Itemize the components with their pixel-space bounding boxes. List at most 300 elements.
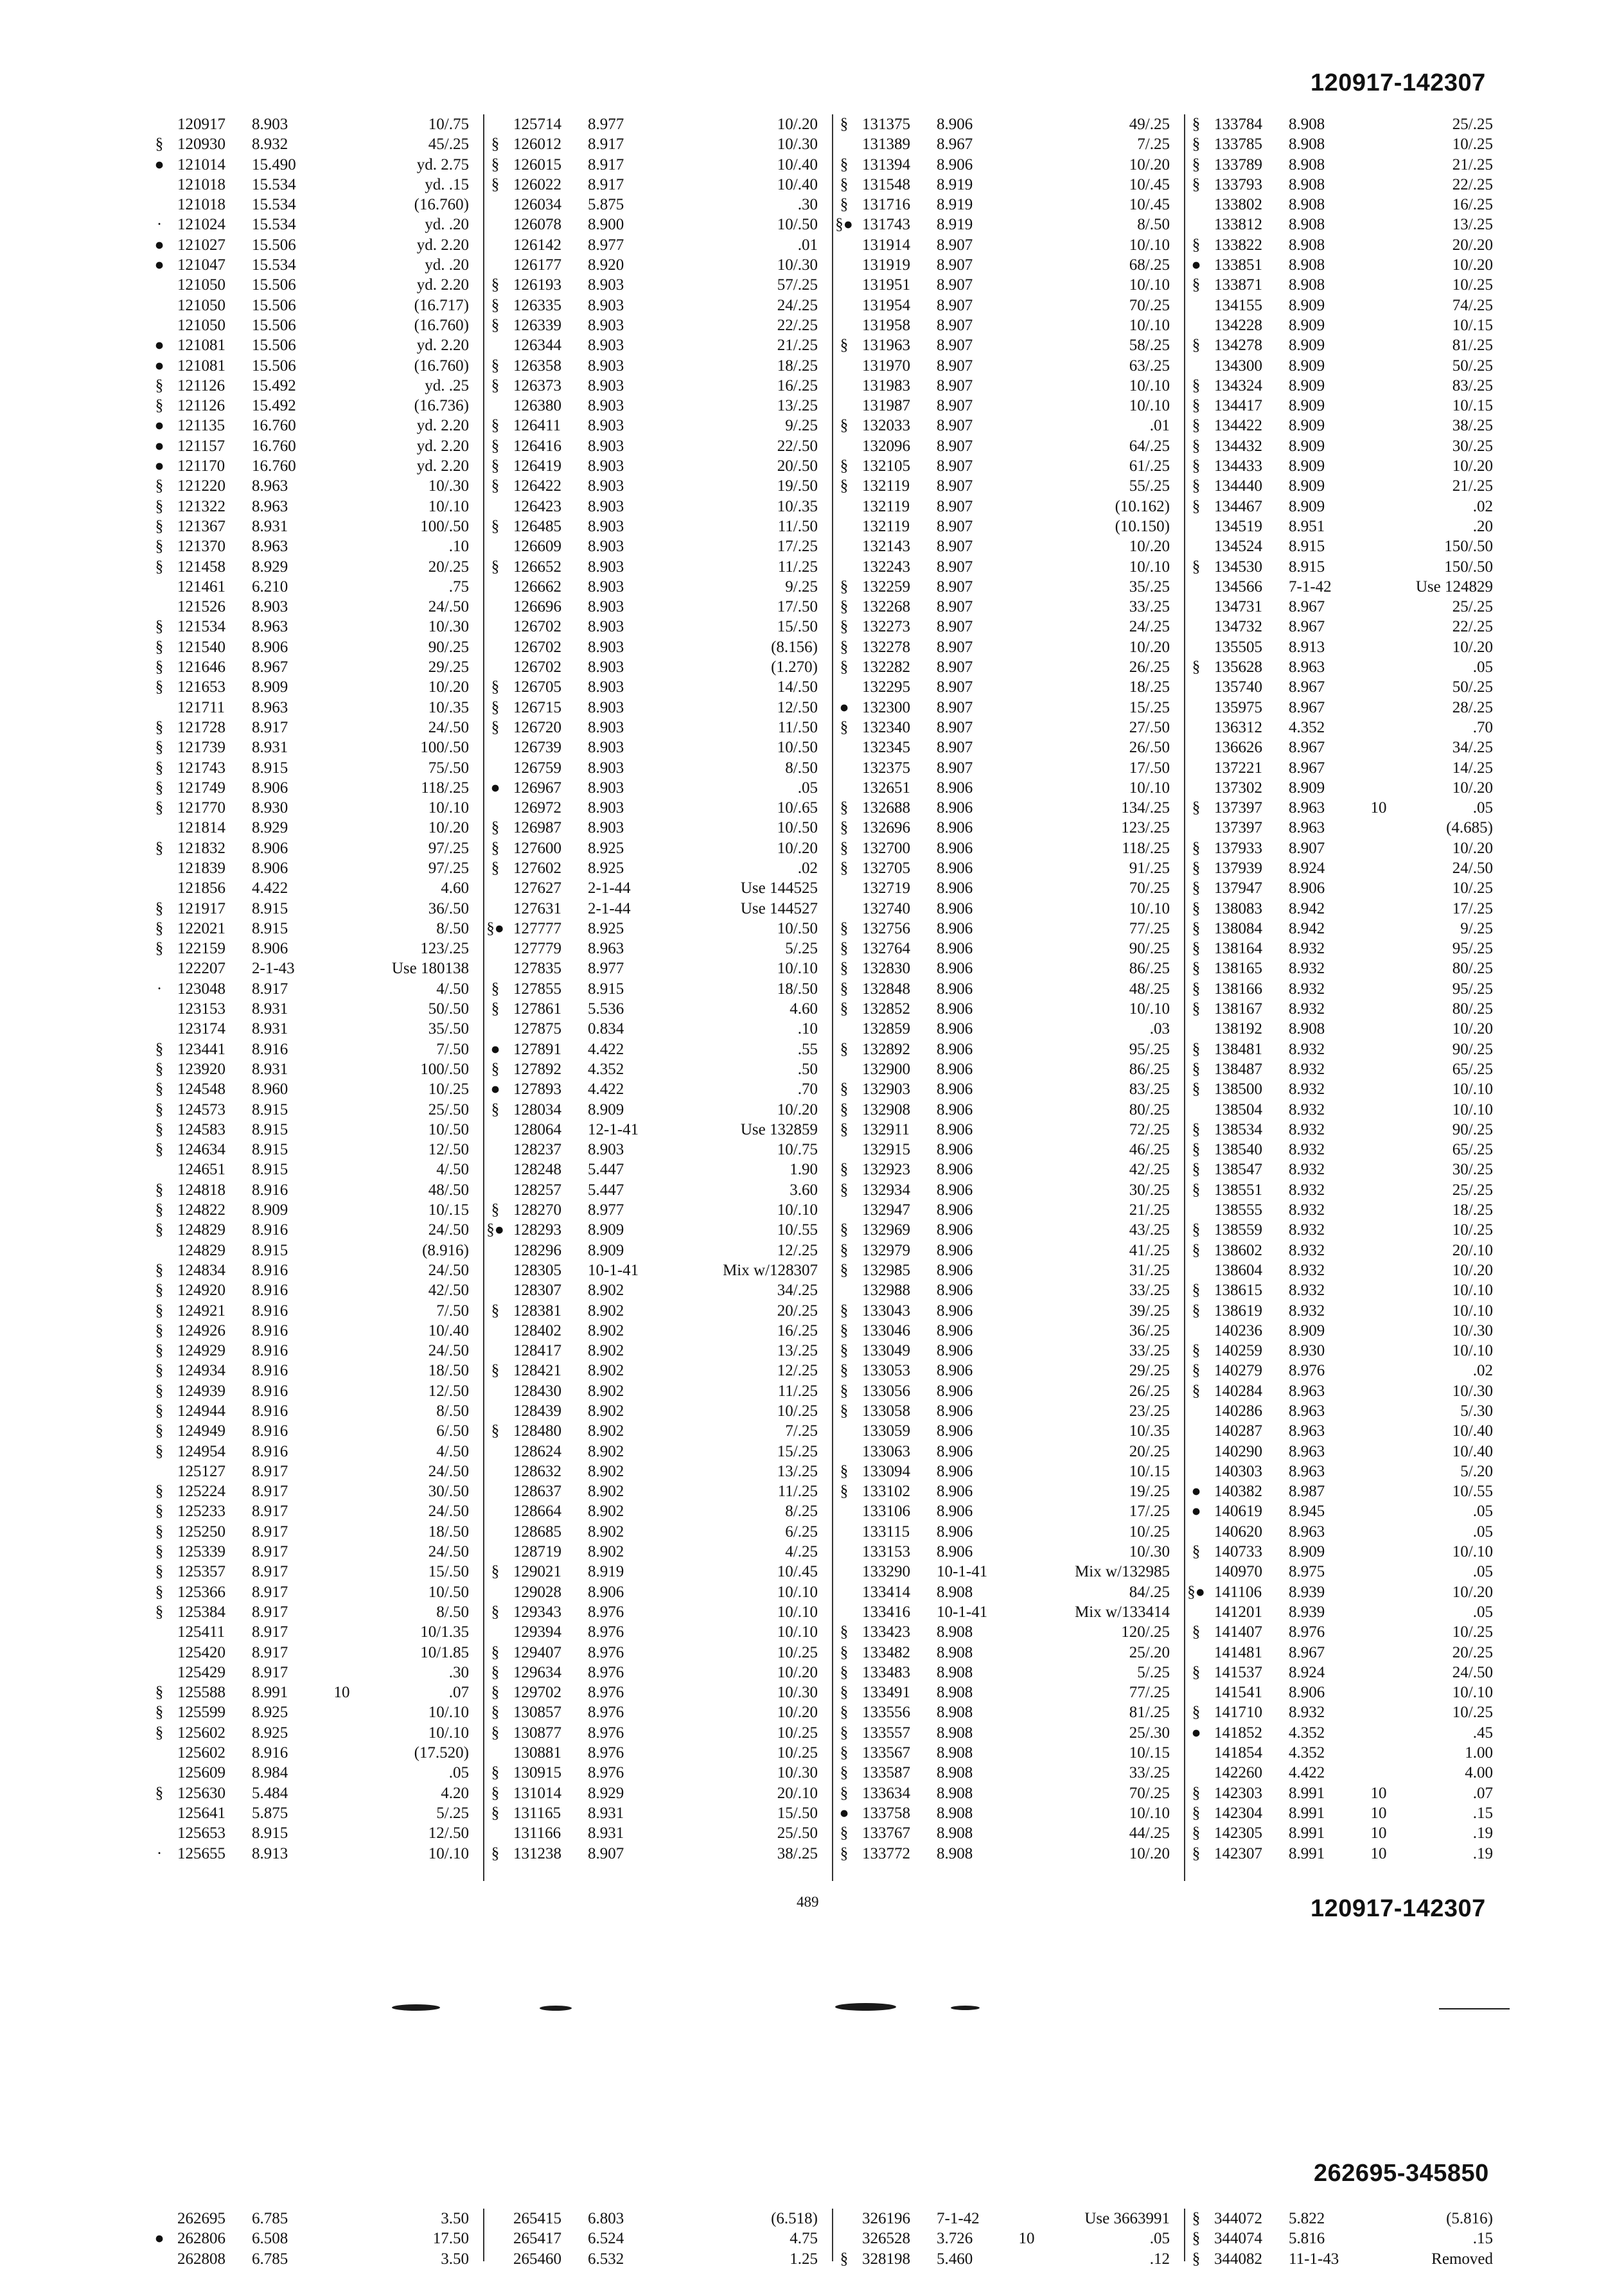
value: 39/.25 (1129, 1302, 1170, 1320)
value: 24/.50 (428, 1503, 469, 1521)
value: 86/.25 (1129, 1060, 1170, 1078)
mark: § (155, 1503, 164, 1521)
price: 7-1-42 (1289, 578, 1332, 596)
table-row (1186, 637, 1507, 657)
value: 10/.10 (1129, 236, 1170, 254)
part-number: 125357 (177, 1563, 225, 1581)
table-row (485, 315, 832, 335)
part-number: 133772 (862, 1844, 910, 1862)
table-row (485, 296, 832, 315)
part-number: 128632 (513, 1462, 561, 1480)
mark: § (840, 457, 849, 475)
part-number: 124818 (177, 1181, 225, 1199)
table-row (485, 798, 832, 818)
part-number: 140619 (1214, 1503, 1262, 1521)
mark: §● (486, 1221, 504, 1239)
mark: ● (1191, 1724, 1201, 1742)
mark: § (155, 1684, 164, 1702)
price: 6.508 (252, 2230, 288, 2248)
mark: § (1192, 2230, 1201, 2248)
price: 8.903 (588, 497, 624, 515)
price: 8.963 (252, 497, 288, 515)
mark: § (155, 940, 164, 958)
table-row (485, 536, 832, 556)
page-number: 489 (797, 1894, 819, 1910)
value: 81/.25 (1129, 1704, 1170, 1722)
value: 10/.10 (1452, 1684, 1493, 1702)
table-row (1186, 175, 1507, 195)
table-row (834, 1803, 1184, 1823)
value: 11/.25 (777, 1382, 818, 1400)
price: 8.977 (588, 960, 624, 978)
part-number: 133587 (862, 1764, 910, 1782)
mark: § (1192, 1663, 1201, 1681)
value: 38/.25 (777, 1844, 818, 1862)
part-number: 132243 (862, 558, 910, 576)
value: 4.60 (441, 879, 469, 897)
table-row (834, 1481, 1184, 1501)
mark: § (491, 1804, 500, 1822)
price: 8.902 (588, 1503, 624, 1521)
value: 10/.20 (1452, 779, 1493, 797)
table-row (485, 2209, 832, 2229)
value: 10/.10 (777, 1201, 818, 1219)
part-number: 127779 (513, 940, 561, 958)
price: 8.903 (588, 598, 624, 616)
price: 6.785 (252, 2250, 288, 2268)
part-number: 128402 (513, 1321, 561, 1339)
table-row (485, 838, 832, 858)
table-row (485, 1844, 832, 1864)
value: yd. .15 (425, 175, 469, 193)
price: 8.932 (1289, 1100, 1325, 1118)
price: 8.909 (1289, 1543, 1325, 1561)
table-row (834, 275, 1184, 295)
part-number: 137221 (1214, 759, 1262, 777)
mark: § (491, 357, 500, 375)
part-number: 130877 (513, 1724, 561, 1742)
part-number: 140259 (1214, 1342, 1262, 1360)
part-number: 121814 (177, 819, 225, 837)
part-number: 132119 (862, 497, 910, 515)
part-number: 136312 (1214, 718, 1262, 736)
part-number: 133416 (862, 1603, 910, 1621)
price: 8.906 (937, 1201, 973, 1219)
value: 6/.25 (785, 1523, 818, 1541)
mark: § (491, 1663, 500, 1681)
value: 80/.25 (1452, 1000, 1493, 1018)
table-row (485, 979, 832, 999)
part-number: 133063 (862, 1442, 910, 1460)
price: 8.924 (1289, 859, 1325, 877)
value: (10.150) (1115, 517, 1170, 535)
table-row (149, 698, 483, 718)
table-row (1186, 617, 1507, 637)
part-number: 131987 (862, 397, 910, 415)
table-row (485, 758, 832, 778)
table-row (1186, 114, 1507, 134)
table-row (1186, 296, 1507, 315)
part-number: 125411 (177, 1623, 225, 1641)
mark: § (840, 1100, 849, 1118)
value: 95/.25 (1452, 940, 1493, 958)
price: 8.909 (1289, 417, 1325, 435)
table-row (834, 1421, 1184, 1441)
part-number: 126662 (513, 578, 561, 596)
price: 8.909 (588, 1100, 624, 1118)
part-number: 123174 (177, 1020, 225, 1038)
part-number: 134519 (1214, 517, 1262, 535)
price: 8.903 (588, 296, 624, 314)
table-row (1186, 858, 1507, 878)
part-number: 124573 (177, 1100, 225, 1118)
value: (5.816) (1446, 2210, 1493, 2227)
value: 10/.25 (1452, 1221, 1493, 1239)
mark: § (155, 1442, 164, 1460)
price: 8.963 (1289, 658, 1325, 676)
price: 8.908 (1289, 256, 1325, 274)
table-row (834, 1501, 1184, 1521)
mark: § (155, 1060, 164, 1078)
price: 15.506 (252, 236, 296, 254)
part-number: 121743 (177, 759, 225, 777)
table-row (1186, 1844, 1507, 1864)
table-row (149, 1562, 483, 1582)
table-row (149, 1783, 483, 1803)
table-row (1186, 1220, 1507, 1240)
value: 10/.65 (777, 799, 818, 817)
price: 8.915 (252, 1241, 288, 1259)
part-number: 138619 (1214, 1302, 1262, 1320)
part-number: 133634 (862, 1784, 910, 1802)
table-row (149, 335, 483, 355)
mark: § (491, 517, 500, 535)
table-row (149, 255, 483, 275)
value: 10/.30 (777, 256, 818, 274)
table-row (149, 1381, 483, 1401)
table-row (149, 1763, 483, 1783)
table-row (149, 1702, 483, 1722)
value: 75/.50 (428, 759, 469, 777)
value: 120/.25 (1121, 1623, 1170, 1641)
value: 10/.25 (1452, 136, 1493, 154)
table-row (485, 1260, 832, 1280)
price: 8.907 (937, 316, 973, 334)
price: 8.903 (588, 638, 624, 656)
price: 8.932 (1289, 1181, 1325, 1199)
value: 4/.50 (436, 980, 469, 998)
table-row (485, 1542, 832, 1562)
part-number: 121653 (177, 678, 225, 696)
mark: § (1192, 919, 1201, 937)
quantity: 10 (1018, 2230, 1035, 2248)
price: 8.976 (588, 1663, 624, 1681)
part-number: 128305 (513, 1261, 561, 1279)
price: 8.906 (937, 1100, 973, 1118)
price: 15.506 (252, 296, 296, 314)
part-number: 126419 (513, 457, 561, 475)
value: (4.685) (1446, 819, 1493, 837)
mark: § (840, 618, 849, 636)
value: 18/.25 (1129, 678, 1170, 696)
value: 30/.25 (1129, 1181, 1170, 1199)
price: 15.534 (252, 196, 296, 214)
part-number: 121014 (177, 155, 225, 173)
value: .02 (797, 859, 818, 877)
table-row (834, 597, 1184, 617)
price: 8.929 (252, 819, 288, 837)
part-number: 131394 (862, 155, 910, 173)
value: 14/.25 (1452, 759, 1493, 777)
table-row (149, 1341, 483, 1361)
table-row (834, 1542, 1184, 1562)
mark: § (1192, 1824, 1201, 1842)
value: .05 (1149, 2230, 1170, 2248)
price: 8.903 (588, 417, 624, 435)
part-number: 125384 (177, 1603, 225, 1621)
table-row (834, 1100, 1184, 1120)
part-number: 133102 (862, 1483, 910, 1501)
table-row (149, 878, 483, 898)
table-row (834, 195, 1184, 215)
mark: ● (154, 155, 164, 173)
price: 16.760 (252, 437, 296, 455)
table-row (149, 858, 483, 878)
part-number: 121749 (177, 779, 225, 797)
value: 10/.10 (1452, 1081, 1493, 1099)
value: 10/.15 (1452, 397, 1493, 415)
mark: § (155, 1422, 164, 1440)
value: 48/.50 (428, 1181, 469, 1199)
value: 10/.50 (777, 216, 818, 234)
part-number: 132278 (862, 638, 910, 656)
part-number: 127835 (513, 960, 561, 978)
table-row (485, 376, 832, 396)
mark: § (840, 1623, 849, 1641)
mark: ● (154, 236, 164, 254)
price: 8.917 (252, 1462, 288, 1480)
price: 8.903 (588, 517, 624, 535)
value: 150/.50 (1444, 558, 1493, 576)
price: 15.492 (252, 376, 296, 394)
table-row (1186, 215, 1507, 234)
mark: § (155, 1120, 164, 1138)
price: 8.932 (1289, 980, 1325, 998)
mark: § (1192, 1804, 1201, 1822)
value: 20/.10 (1452, 1241, 1493, 1259)
table-row (834, 737, 1184, 757)
table-row (485, 1823, 832, 1843)
table-row (149, 899, 483, 919)
value: 21/.25 (1452, 477, 1493, 495)
part-number: 124939 (177, 1382, 225, 1400)
table-row (149, 516, 483, 536)
table-row (485, 1100, 832, 1120)
table-row (149, 758, 483, 778)
table-row (834, 1723, 1184, 1743)
price: 8.916 (252, 1221, 288, 1239)
part-number: 128293 (513, 1221, 561, 1239)
price: 8.906 (937, 1362, 973, 1380)
value: 18/.50 (777, 980, 818, 998)
value: Mix w/133414 (1075, 1603, 1170, 1621)
mark: § (840, 1241, 849, 1259)
price: 15.506 (252, 316, 296, 334)
table-row (834, 818, 1184, 838)
mark: § (840, 1402, 849, 1420)
table-row (834, 958, 1184, 978)
mark: § (840, 1784, 849, 1802)
price: 8.963 (1289, 1422, 1325, 1440)
value: 8/.50 (436, 1603, 469, 1621)
part-number: 126358 (513, 357, 561, 375)
part-number: 126373 (513, 376, 561, 394)
table-row (149, 818, 483, 838)
table-row (485, 516, 832, 536)
value: 27/.50 (1129, 718, 1170, 736)
value: 10/.10 (1129, 779, 1170, 797)
table-row (149, 315, 483, 335)
table-row (485, 919, 832, 939)
table-row (1186, 1120, 1507, 1140)
scan-artifacts (180, 1998, 1516, 2017)
value: 10/.20 (1452, 1261, 1493, 1279)
value: 10/.25 (428, 1081, 469, 1099)
price: 8.906 (937, 1462, 973, 1480)
table-row (1186, 416, 1507, 436)
part-number: 129028 (513, 1583, 561, 1601)
value: .05 (1472, 1603, 1493, 1621)
table-row (149, 617, 483, 637)
price: 8.919 (937, 175, 973, 193)
value: Removed (1431, 2250, 1493, 2268)
part-number: 121367 (177, 517, 225, 535)
value: 10/1.35 (420, 1623, 469, 1641)
value: 20/.25 (777, 1302, 818, 1320)
price: 8.916 (252, 1181, 288, 1199)
part-number: 135740 (1214, 678, 1262, 696)
value: 10/.10 (1129, 558, 1170, 576)
value: 10/.10 (1129, 899, 1170, 917)
value: 10/.40 (428, 1321, 469, 1339)
price: 8.967 (252, 658, 288, 676)
table-row (149, 155, 483, 175)
price: 8.916 (252, 1442, 288, 1460)
price: 8.907 (937, 598, 973, 616)
part-number: 133793 (1214, 175, 1262, 193)
price: 8.907 (937, 759, 973, 777)
part-number: 133094 (862, 1462, 910, 1480)
part-number: 132705 (862, 859, 910, 877)
part-number: 133483 (862, 1663, 910, 1681)
part-number: 131983 (862, 376, 910, 394)
part-number: 142305 (1214, 1824, 1262, 1842)
value: 42/.25 (1129, 1161, 1170, 1179)
price: 8.916 (252, 1402, 288, 1420)
mark: § (840, 819, 849, 837)
price: 8.976 (588, 1764, 624, 1782)
table-row (834, 858, 1184, 878)
part-number: 265415 (513, 2210, 561, 2227)
mark: § (491, 457, 500, 475)
part-number: 326196 (862, 2210, 910, 2227)
value: 34/.25 (1452, 739, 1493, 757)
mark: § (491, 1060, 500, 1078)
value: 10/.10 (1129, 397, 1170, 415)
column-divider (1184, 114, 1185, 1881)
price: 8.931 (252, 1020, 288, 1038)
table-row (149, 1823, 483, 1843)
mark: § (840, 175, 849, 193)
part-number: 131014 (513, 1784, 561, 1802)
part-number: 124921 (177, 1302, 225, 1320)
price: 8.967 (1289, 598, 1325, 616)
price: 8.906 (252, 638, 288, 656)
price: 8.906 (937, 1241, 973, 1259)
mark: § (840, 578, 849, 596)
price: 8.903 (588, 357, 624, 375)
table-row (149, 497, 483, 516)
table-row (834, 1682, 1184, 1702)
value: 10/.10 (1129, 376, 1170, 394)
price: 5.875 (252, 1804, 288, 1822)
part-number: 127777 (513, 919, 561, 937)
value: 10/.30 (777, 136, 818, 154)
part-number: 121461 (177, 578, 225, 596)
value: yd. .20 (425, 216, 469, 234)
part-number: 132295 (862, 678, 910, 696)
part-number: 140279 (1214, 1362, 1262, 1380)
part-number: 133115 (862, 1523, 910, 1541)
part-number: 132105 (862, 457, 910, 475)
part-number: 126339 (513, 316, 561, 334)
table-row (485, 958, 832, 978)
table-row (834, 1140, 1184, 1160)
part-number: 128685 (513, 1523, 561, 1541)
part-number: 133556 (862, 1704, 910, 1722)
price: 8.951 (1289, 517, 1325, 535)
value: 10/.20 (428, 819, 469, 837)
price: 8.915 (588, 980, 624, 998)
table-row (485, 215, 832, 234)
price: 8.976 (1289, 1623, 1325, 1641)
price: 8.932 (1289, 1120, 1325, 1138)
value: 12/.25 (777, 1362, 818, 1380)
part-number: 132719 (862, 879, 910, 897)
table-row (1186, 1481, 1507, 1501)
mark: § (155, 1040, 164, 1058)
price: 8.906 (937, 1040, 973, 1058)
price: 8.903 (588, 1141, 624, 1159)
value: 95/.25 (1129, 1040, 1170, 1058)
value: 29/.25 (1129, 1362, 1170, 1380)
value: 55/.25 (1129, 477, 1170, 495)
table-row (149, 1442, 483, 1461)
part-number: 121322 (177, 497, 225, 515)
mark: § (155, 1362, 164, 1380)
value: 10/.35 (777, 497, 818, 515)
value: 26/.25 (1129, 1382, 1170, 1400)
value: 10/.10 (428, 1724, 469, 1742)
part-number: 133049 (862, 1342, 910, 1360)
quantity: 10 (1370, 1784, 1387, 1802)
price: 8.931 (252, 739, 288, 757)
next-column-2 (485, 2209, 832, 2269)
value: 3.50 (441, 2250, 469, 2268)
value: 50/.25 (1452, 678, 1493, 696)
value: 31/.25 (1129, 1261, 1170, 1279)
mark: § (1192, 1221, 1201, 1239)
